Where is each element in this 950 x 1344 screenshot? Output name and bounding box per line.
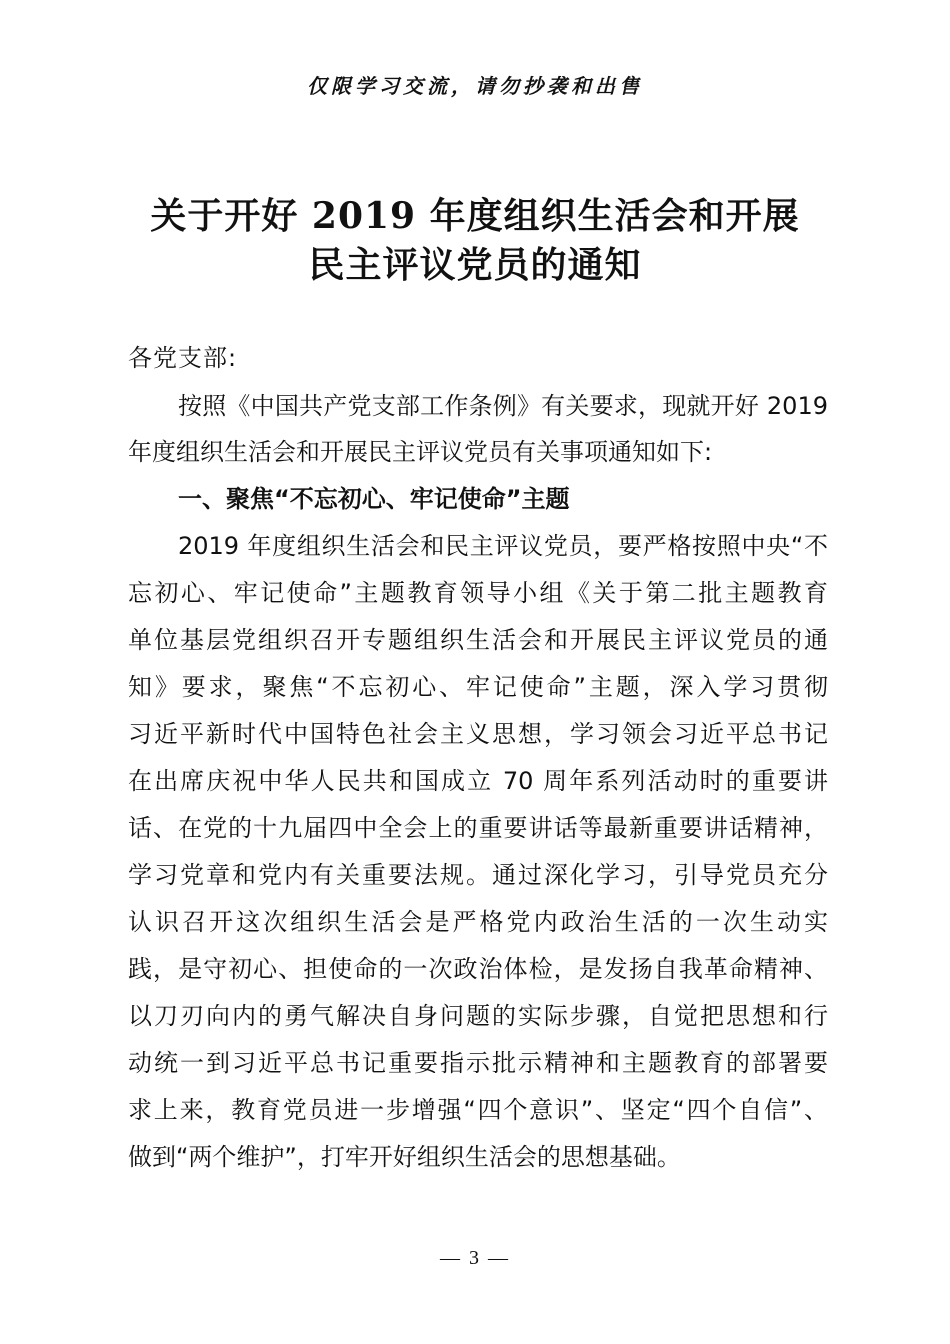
header-note: 仅限学习交流，请勿抄袭和出售: [307, 74, 643, 98]
document-title-line-1: 关于开好 2019 年度组织生活会和开展: [150, 195, 800, 237]
intro-line-1: 按照《中国共产党支部工作条例》有关要求，现就开好 2019: [178, 392, 828, 420]
salutation: 各党支部:: [128, 344, 238, 372]
paragraph-line: 认识召开这次组织生活会是严格党内政治生活的一次生动实: [128, 908, 828, 936]
paragraph-line: 2019 年度组织生活会和民主评议党员，要严格按照中央“不: [178, 532, 828, 560]
document-title-line-2: 民主评议党员的通知: [308, 244, 642, 286]
paragraph-line: 动统一到习近平总书记重要指示批示精神和主题教育的部署要: [128, 1049, 828, 1077]
paragraph-line: 知》要求，聚焦“不忘初心、牢记使命”主题，深入学习贯彻: [128, 673, 828, 701]
paragraph-line: 践，是守初心、担使命的一次政治体检，是发扬自我革命精神、: [128, 955, 828, 983]
paragraph-line: 学习党章和党内有关重要法规。通过深化学习，引导党员充分: [128, 861, 828, 889]
paragraph-line: 习近平新时代中国特色社会主义思想，学习领会习近平总书记: [128, 720, 828, 748]
paragraph-line: 做到“两个维护”，打牢开好组织生活会的思想基础。: [128, 1143, 681, 1171]
intro-line-2: 年度组织生活会和开展民主评议党员有关事项通知如下:: [128, 438, 713, 466]
page-number: — 3 —: [440, 1247, 510, 1269]
paragraph-line: 求上来，教育党员进一步增强“四个意识”、坚定“四个自信”、: [128, 1096, 828, 1124]
paragraph-line: 在出席庆祝中华人民共和国成立 70 周年系列活动时的重要讲: [128, 767, 828, 795]
section-heading-1: 一、聚焦“不忘初心、牢记使命”主题: [178, 485, 570, 513]
paragraph-line: 以刀刃向内的勇气解决自身问题的实际步骤，自觉把思想和行: [128, 1002, 828, 1030]
paragraph-line: 话、在党的十九届四中全会上的重要讲话等最新重要讲话精神，: [128, 814, 828, 842]
paragraph-line: 单位基层党组织召开专题组织生活会和开展民主评议党员的通: [128, 626, 828, 654]
paragraph-line: 忘初心、牢记使命”主题教育领导小组《关于第二批主题教育: [128, 579, 828, 607]
